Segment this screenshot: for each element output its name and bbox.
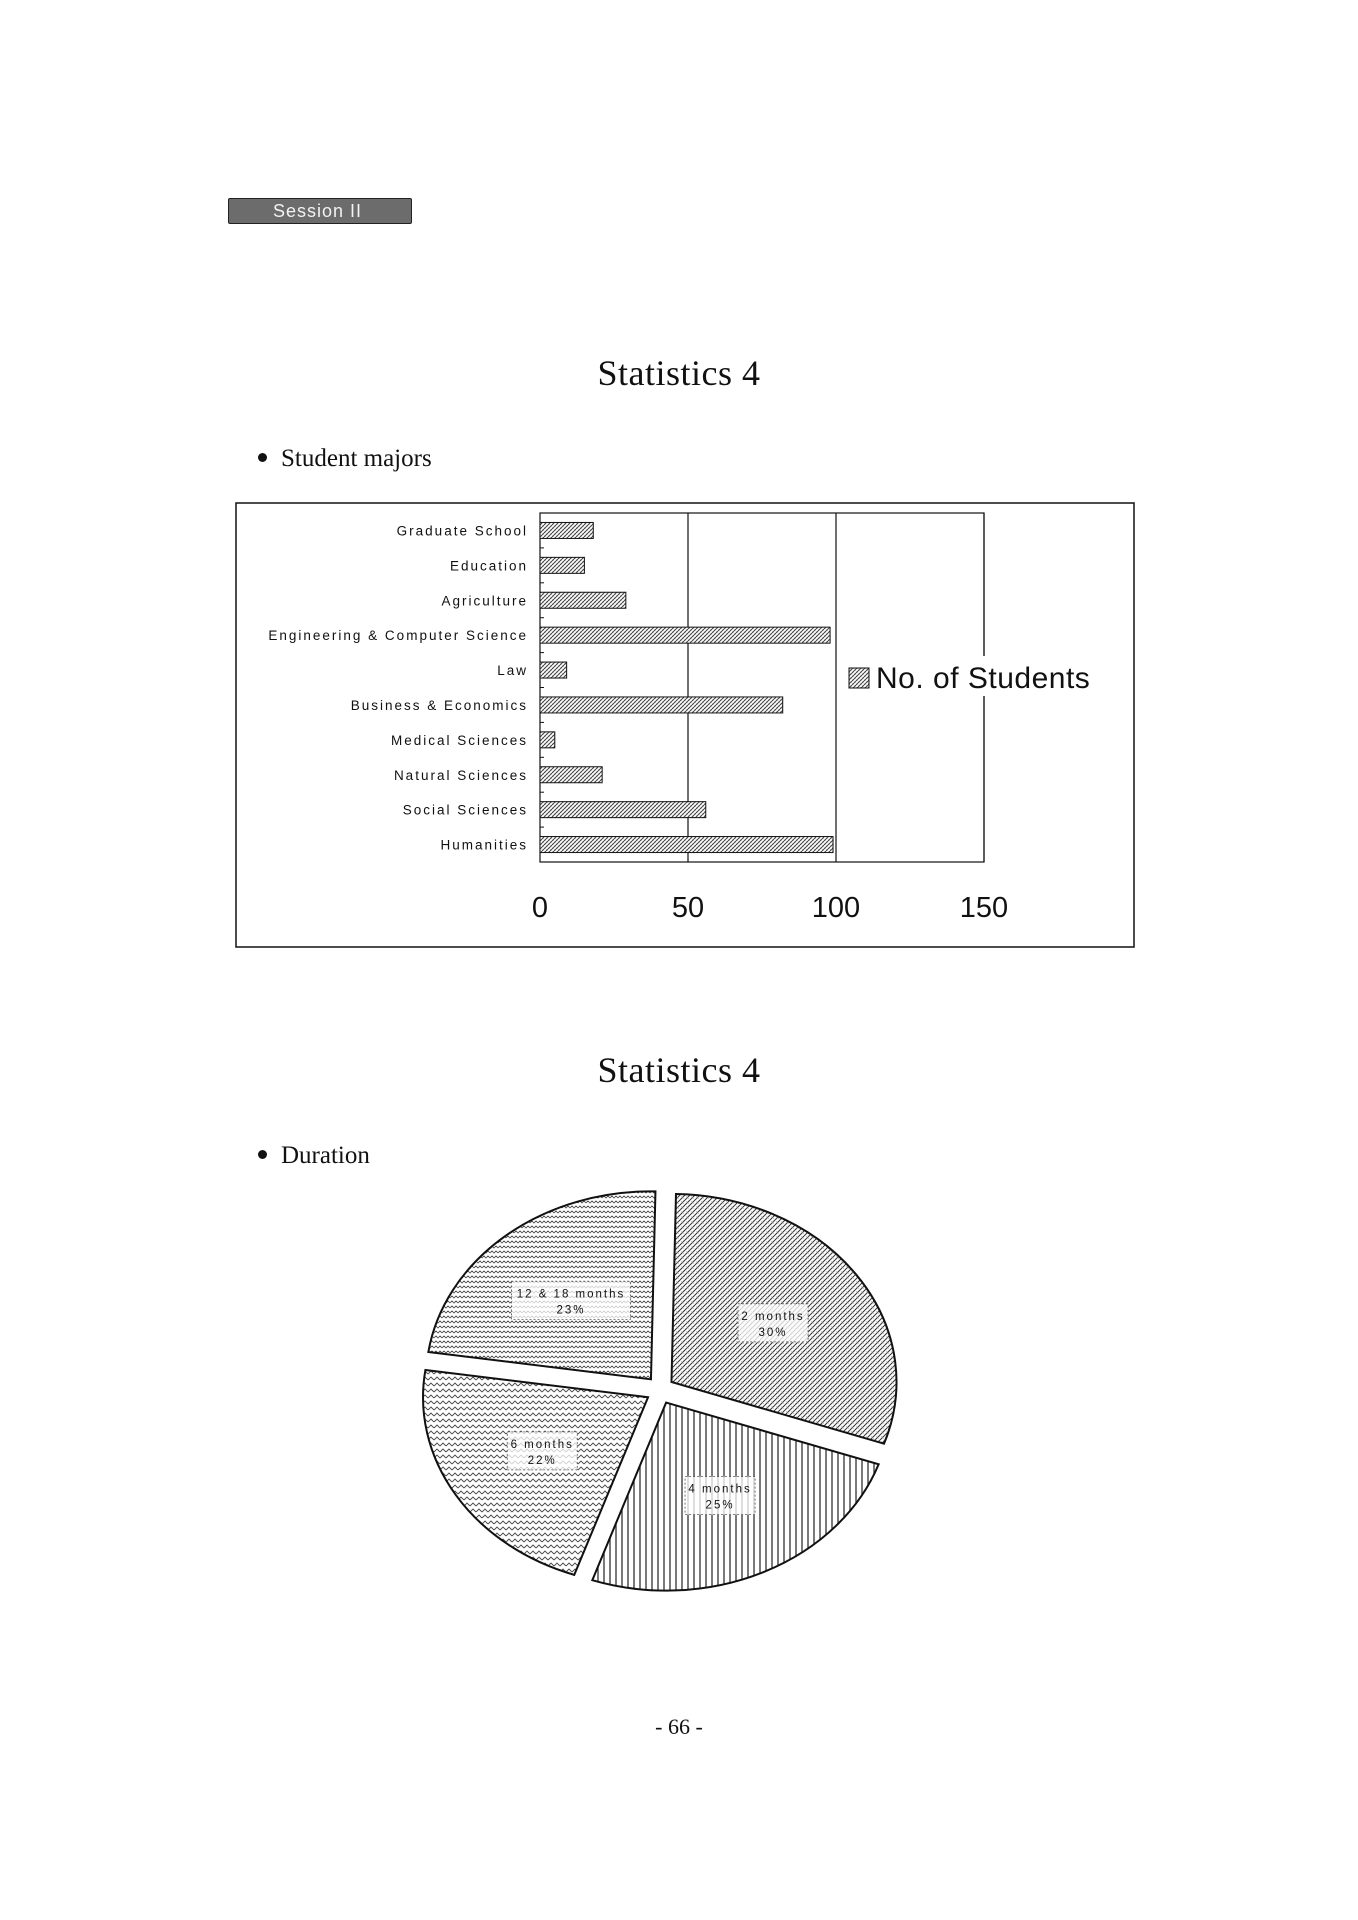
slice-percent-label: 23% [556,1304,586,1317]
bar-chart-frame [235,502,1135,948]
slice-percent-label: 25% [705,1499,735,1512]
slice-label: 4 months [688,1483,752,1496]
bar [540,767,602,783]
bullet-dot [258,453,267,462]
category-label: Medical Sciences [390,732,528,748]
category-label: Social Sciences [402,802,528,818]
bar [540,662,567,678]
bar [540,522,593,538]
bullet-duration [258,1142,370,1170]
bar [540,837,833,853]
session-tab [228,198,412,224]
bar [540,697,783,713]
category-label: Engineering & Computer Science [268,628,528,644]
x-tick-label: 50 [671,892,705,924]
page-number: - 66 - [655,1714,703,1739]
bar [540,732,555,748]
bar [540,802,706,818]
legend-label: No. of Students [876,662,1091,695]
bar [540,557,584,573]
section-title-majors: Statistics 4 [597,353,761,393]
pie-chart-area [410,1190,910,1630]
session-label: Session II [273,201,363,221]
slice-label: 12 & 18 months [516,1288,626,1301]
section-title-duration: Statistics 4 [597,1050,761,1090]
category-label: Business & Economics [350,697,528,713]
slice-label: 6 months [510,1438,574,1451]
bullet-dot [258,1150,267,1159]
bar [540,627,830,643]
legend-swatch [849,668,869,688]
category-label: Education [449,558,528,574]
category-label: Graduate School [396,523,528,539]
chart-border [236,503,1134,947]
category-label: Natural Sciences [393,767,528,783]
student-majors-bar-chart [235,502,1135,948]
x-tick-label: 150 [959,892,1009,924]
bullet-label: Student majors [281,445,432,472]
category-label: Humanities [440,837,528,853]
slice-percent-label: 22% [527,1454,557,1467]
x-tick-label: 100 [811,892,861,924]
x-tick-label: 0 [531,892,549,924]
category-label: Law [497,663,528,679]
bullet-student-majors [258,445,432,473]
slice-label: 2 months [741,1310,805,1323]
slice-percent-label: 30% [758,1326,788,1339]
duration-pie-chart [410,1190,910,1630]
category-label: Agriculture [441,593,528,609]
bullet-label: Duration [281,1142,370,1169]
bar [540,592,626,608]
